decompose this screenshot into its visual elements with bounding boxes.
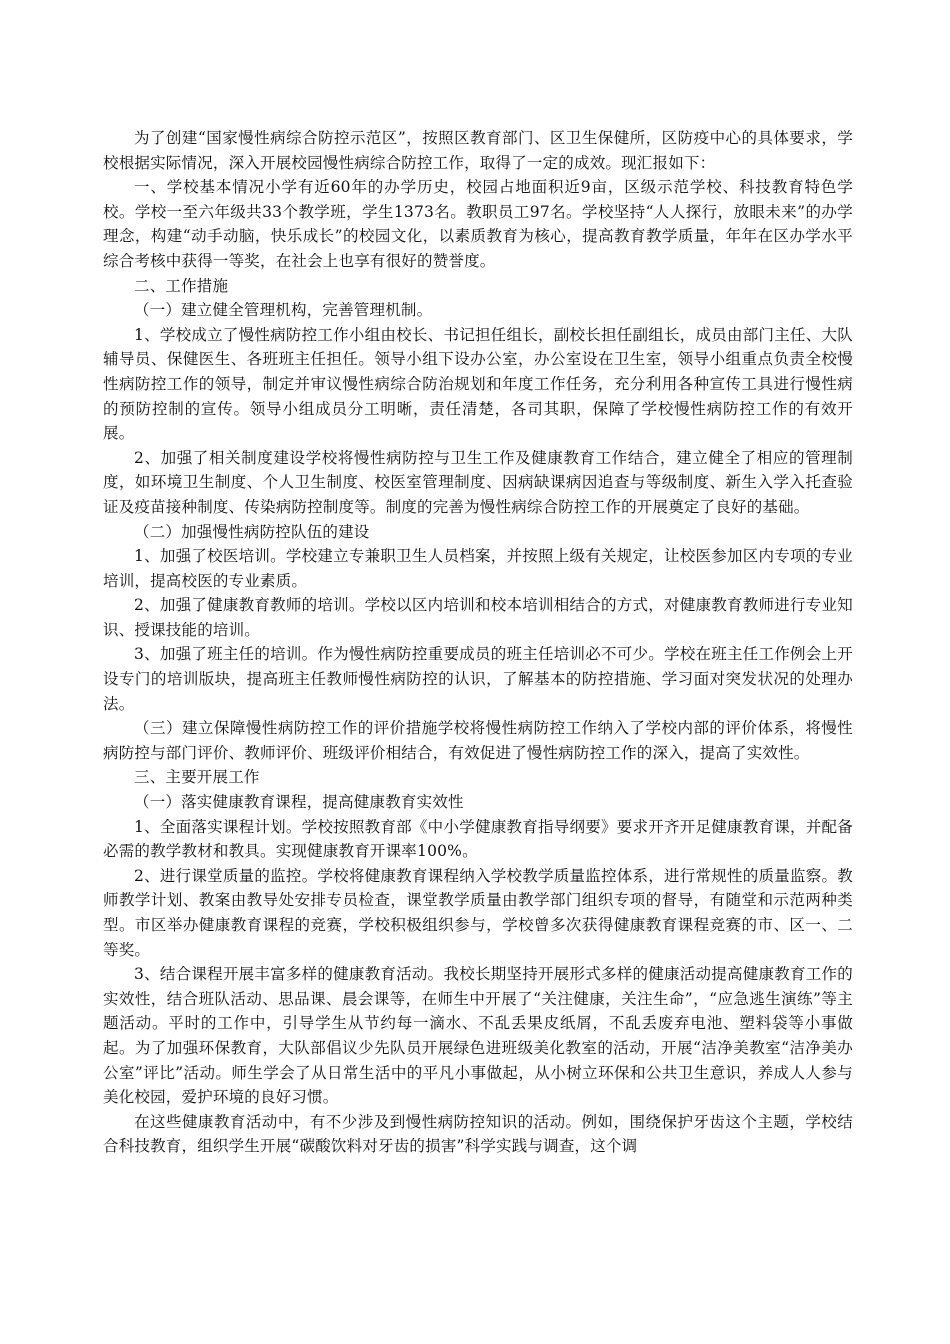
section-heading-main-work: 三、主要开展工作 <box>134 768 260 787</box>
paragraph: 3、结合课程开展丰富多样的健康教育活动。我校长期坚持开展形式多样的健康活动提高健康教育工作的实效性，结合班队活动、思品课、晨会课等，在师生中开展了“关注健康，关注生命”，“应急逃生演练”等主题活动。平时的工作中，引导学生从节约每一滴水、不乱丢果皮纸屑，不乱丢废弃电池、塑料袋等小事做起。为了加强环保教育，大队部倡议少先队员开展绿色进班级美化教室的活动，开展“洁净美教室“洁净美办公室”评比”活动。师生学会了从日常生活中的平凡小事做起，从小树立环保和公共卫生意识，养成人人参与美化校园，爱护环境的良好习惯。 <box>103 965 853 1107</box>
section-heading-measures: 二、工作措施 <box>134 276 229 295</box>
paragraph: 1、加强了校医培训。学校建立专兼职卫生人员档案，并按照上级有关规定，让校医参加区内专项的专业培训，提高校医的专业素质。 <box>103 547 853 590</box>
paragraph: 2、加强了健康教育教师的培训。学校以区内培训和校本培训相结合的方式，对健康教育教师进行专业知识、授课技能的培训。 <box>103 596 853 639</box>
paragraph: 1、全面落实课程计划。学校按照教育部《中小学健康教育指导纲要》要求开齐开足健康教育课，并配备必需的教学教材和教具。实现健康教育开课率100%。 <box>103 817 853 861</box>
subsection-heading-curriculum: （一）落实健康教育课程，提高健康教育实效性 <box>134 793 464 812</box>
intro-paragraph: 为了创建“国家慢性病综合防控示范区”，按照区教育部门、区卫生保健所，区防疫中心的具体要求，学校根据实际情况，深入开展校园慢性病综合防控工作，取得了一定的成效。现汇报如下： <box>103 129 853 172</box>
subsection-heading-team: （二）加强慢性病防控队伍的建设 <box>134 522 370 541</box>
paragraph: 2、进行课堂质量的监控。学校将健康教育课程纳入学校教学质量监控体系，进行常规性的质量监察。教师教学计划、教案由教导处安排专员检查，课堂教学质量由教学部门组织专项的督导，有随堂和示范两种类型。市区举办健康教育课程的竞赛，学校积极组织参与，学校曾多次获得健康教育课程竞赛的市、区一、二等奖。 <box>103 866 853 959</box>
paragraph: 3、加强了班主任的培训。作为慢性病防控重要成员的班主任培训必不可少。学校在班主任工作例会上开设专门的培训版块，提高班主任教师慢性病防控的认识，了解基本的防控措施、学习面对突发状况的处理办法。 <box>103 645 853 713</box>
document-body <box>103 126 853 1159</box>
subsection-heading-management: （一）建立健全管理机构，完善管理机制。 <box>134 301 433 320</box>
school-overview-paragraph: 一、学校基本情况小学有近60年的办学历史，校园占地面积近9亩，区级示范学校、科技教育特色学校。学校一至六年级共33个教学班，学生1373名。教职员工97名。学校坚持“人人探行，放眼未来”的办学理念，构建“动手动脑，快乐成长”的校园文化，以素质教育为核心，提高教育教学质量，年年在区办学水平综合考核中获得一等奖，在社会上也享有很好的赞誉度。 <box>103 178 853 270</box>
paragraph: （三）建立保障慢性病防控工作的评价措施学校将慢性病防控工作纳入了学校内部的评价体系，将慢性病防控与部门评价、教师评价、班级评价相结合，有效促进了慢性病防控工作的深入，提高了实效性。 <box>103 719 853 762</box>
paragraph: 1、学校成立了慢性病防控工作小组由校长、书记担任组长，副校长担任副组长，成员由部门主任、大队辅导员、保健医生、各班班主任担任。领导小组下设办公室，办公室设在卫生室，领导小组重点负责全校慢性病防控工作的领导，制定并审议慢性病综合防治规划和年度工作任务，充分利用各种宣传工具进行慢性病的预防控制的宣传。领导小组成员分工明晰，责任清楚，各司其职，保障了学校慢性病防控工作的有效开展。 <box>103 325 853 443</box>
paragraph: 2、加强了相关制度建设学校将慢性病防控与卫生工作及健康教育工作结合，建立健全了相应的管理制度，如环境卫生制度、个人卫生制度、校医室管理制度、因病缺课病因追查与等级制度、新生入学入托查验证及疫苗接种制度、传染病防控制度等。制度的完善为慢性病综合防控工作的开展奠定了良好的基础。 <box>103 448 853 516</box>
paragraph: 在这些健康教育活动中，有不少涉及到慢性病防控知识的活动。例如，围绕保护牙齿这个主题，学校结合科技教育，组织学生开展“碳酸饮料对牙齿的损害”科学实践与调查，这个调 <box>103 1112 853 1156</box>
